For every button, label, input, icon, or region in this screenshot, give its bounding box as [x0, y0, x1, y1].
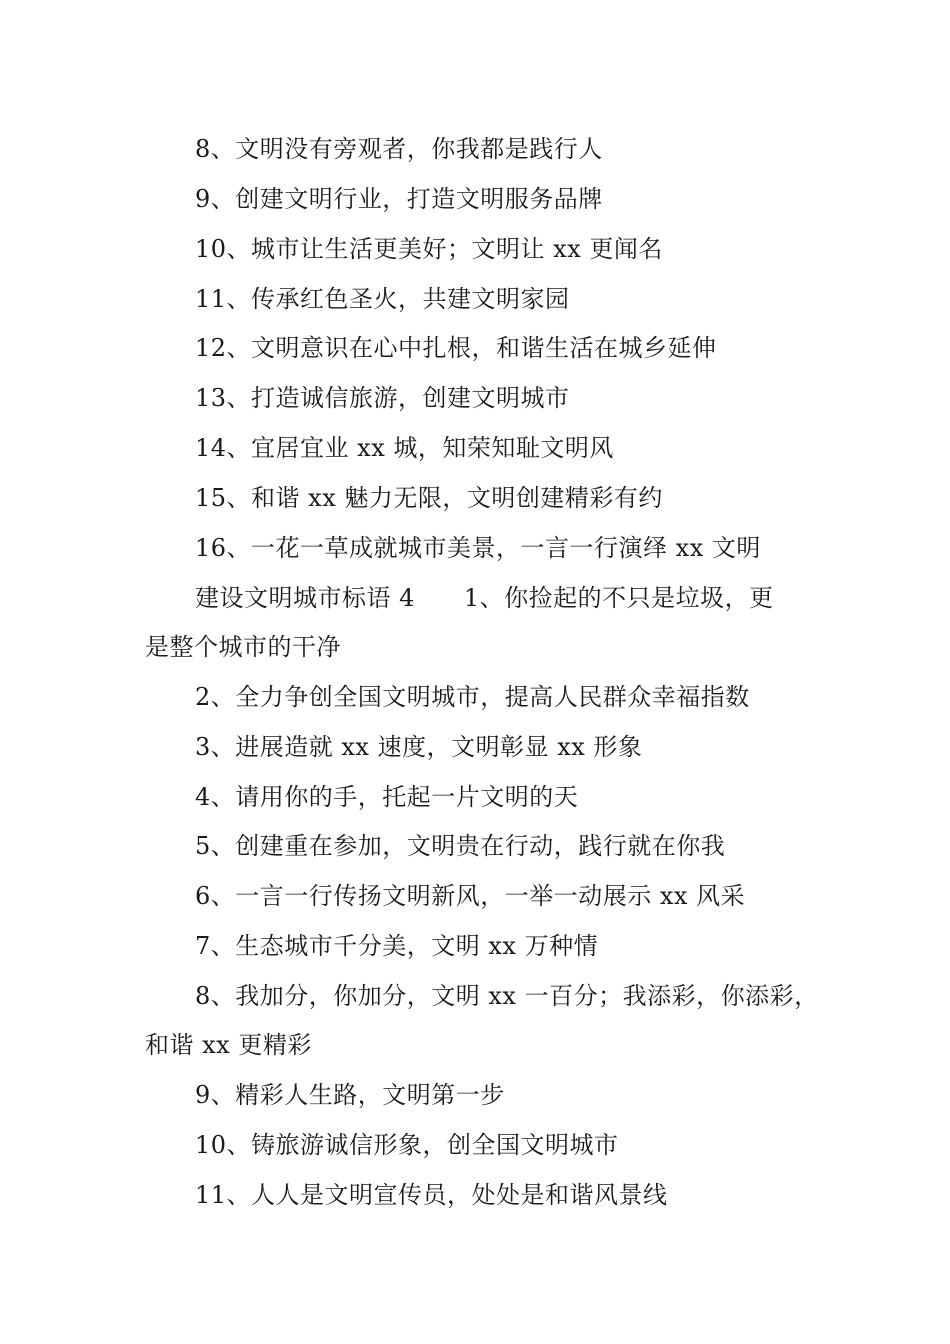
- slogan-line: 12、文明意识在心中扎根，和谐生活在城乡延伸: [195, 334, 717, 362]
- slogan-line: 10、铸旅游诚信形象，创全国文明城市: [195, 1131, 619, 1159]
- slogan-line-continuation: 和谐 xx 更精彩: [145, 1031, 312, 1059]
- slogan-line: 2、全力争创全国文明城市，提高人民群众幸福指数: [195, 683, 750, 711]
- slogan-line: 14、宜居宜业 xx 城，知荣知耻文明风: [195, 434, 614, 462]
- slogan-line: 4、请用你的手，托起一片文明的天: [195, 783, 579, 811]
- slogan-line: 10、城市让生活更美好；文明让 xx 更闻名: [195, 235, 663, 263]
- slogan-line: 8、我加分，你加分，文明 xx 一百分；我添彩，你添彩，: [195, 982, 819, 1010]
- slogan-line: 11、传承红色圣火，共建文明家园: [195, 285, 570, 313]
- slogan-line: 6、一言一行传扬文明新风，一举一动展示 xx 风采: [195, 882, 746, 910]
- slogan-line: 7、生态城市千分美，文明 xx 万种情: [195, 932, 599, 960]
- slogan-line: 8、文明没有旁观者，你我都是践行人: [195, 135, 603, 163]
- slogan-line: 5、创建重在参加，文明贵在行动，践行就在你我: [195, 832, 726, 860]
- slogan-line: 11、人人是文明宣传员，处处是和谐风景线: [195, 1181, 668, 1209]
- slogan-line: 9、创建文明行业，打造文明服务品牌: [195, 185, 603, 213]
- slogan-line: 3、进展造就 xx 速度，文明彰显 xx 形象: [195, 733, 643, 761]
- slogan-line: 15、和谐 xx 魅力无限，文明创建精彩有约: [195, 484, 663, 512]
- slogan-line: 13、打造诚信旅游，创建文明城市: [195, 384, 570, 412]
- slogan-line: 16、一花一草成就城市美景，一言一行演绎 xx 文明: [195, 534, 761, 562]
- section-heading-line: 建设文明城市标语 4 1、你捡起的不只是垃圾，更: [195, 584, 774, 612]
- slogan-line-continuation: 是整个城市的干净: [145, 633, 341, 661]
- slogan-line: 9、精彩人生路，文明第一步: [195, 1081, 505, 1109]
